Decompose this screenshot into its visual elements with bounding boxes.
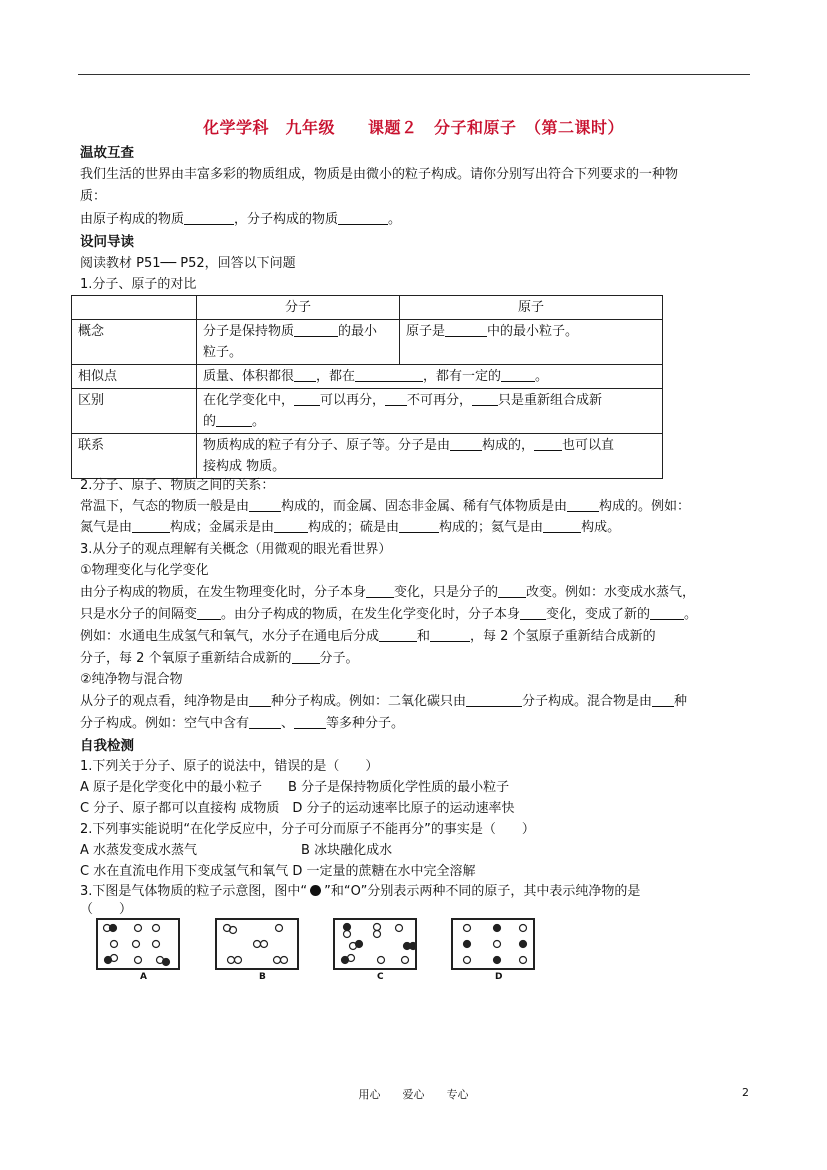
row-label-difference: 区别 xyxy=(72,389,197,434)
question-3: 3.下图是气体物质的粒子示意图，图中“ ”和“O”分别表示两种不同的原子，其中表示纯净物的是 xyxy=(80,884,641,899)
relation-line-1: 常温下，气态的物质一般是由 构成的，而金属、固态非金属、稀有气体物质是由 构成的。例如： xyxy=(80,499,691,514)
comparison-title: 1.分子、原子的对比 xyxy=(80,277,197,292)
answer-blank[interactable] xyxy=(294,322,338,337)
filled-atom-icon xyxy=(310,885,321,896)
concept-title: 3.从分子的观点理解有关概念（用微观的眼光看世界） xyxy=(80,542,392,557)
answer-blank[interactable] xyxy=(498,583,526,598)
figure-label-c: C xyxy=(377,972,384,982)
particle-diagram-d xyxy=(451,918,535,970)
answer-blank[interactable] xyxy=(501,367,535,382)
answer-blank[interactable] xyxy=(294,714,326,729)
answer-blank[interactable] xyxy=(355,367,423,382)
question-1-options-cd: C 分子、原子都可以直接构 成物质 D 分子的运动速率比原子的运动速率快 xyxy=(80,801,515,816)
footer-motto: 用心 爱心 专心 xyxy=(358,1088,469,1101)
purity-line-2: 分子构成。例如：空气中含有 、 等多种分子。 xyxy=(80,716,405,731)
answer-blank[interactable] xyxy=(338,210,388,225)
similarity-text: 质量、体积都很 ，都在 ，都有一定的 。 xyxy=(197,365,663,389)
question-1: 1.下列关于分子、原子的说法中，错误的是（ ） xyxy=(80,759,379,774)
row-label-similarity: 相似点 xyxy=(72,365,197,389)
change-line-2: 只是水分子的间隔变 。由分子构成的物质，在发生化学变化时，分子本身 变化，变成了新的 。 xyxy=(80,607,698,622)
answer-blank[interactable] xyxy=(132,518,170,533)
question-2-options-ab: A 水蒸发变成水蒸气 B 冰块融化成水 xyxy=(80,843,393,858)
row-label-relation: 联系 xyxy=(72,434,197,479)
change-line-4: 分子，每 2 个氧原子重新结合成新的 分子。 xyxy=(80,651,359,666)
answer-blank[interactable] xyxy=(472,391,498,406)
answer-blank[interactable] xyxy=(249,497,281,512)
answer-blank[interactable] xyxy=(567,497,599,512)
subheading-purity: ②纯净物与混合物 xyxy=(80,672,183,687)
question-3-answer-paren: （ ） xyxy=(80,902,133,917)
answer-blank[interactable] xyxy=(650,605,684,620)
particle-diagram-a-art xyxy=(98,920,178,968)
particle-diagram-c xyxy=(333,918,417,970)
answer-blank[interactable] xyxy=(294,391,320,406)
relation-title: 2.分子、原子、物质之间的关系： xyxy=(80,478,275,493)
relation-text: 物质构成的粒子有分子、原子等。分子是由 构成的， 也可以直 接构成 物质。 xyxy=(197,434,663,479)
review-text-2: 质： xyxy=(80,189,107,204)
figure-label-a: A xyxy=(140,972,147,982)
row-label-concept: 概念 xyxy=(72,320,197,365)
question-2-options-cd: C 水在直流电作用下变成氢气和氧气 D 一定量的蔗糖在水中完全溶解 xyxy=(80,864,476,879)
review-question: 由原子构成的物质 ，分子构成的物质 。 xyxy=(80,212,402,227)
page-title: 化学学科 九年级 课题２ 分子和原子 （第二课时） xyxy=(202,118,624,137)
answer-blank[interactable] xyxy=(652,692,674,707)
answer-blank[interactable] xyxy=(216,412,252,427)
table-header-molecule: 分子 xyxy=(197,296,400,320)
answer-blank[interactable] xyxy=(520,605,546,620)
section-heading-review: 温故互查 xyxy=(80,145,134,161)
answer-blank[interactable] xyxy=(430,627,470,642)
answer-blank[interactable] xyxy=(249,692,271,707)
particle-diagram-d-art xyxy=(453,920,533,968)
answer-blank[interactable] xyxy=(385,391,407,406)
particle-diagram-a xyxy=(96,918,180,970)
answer-blank[interactable] xyxy=(445,322,487,337)
question-2: 2.下列事实能说明“在化学反应中，分子可分而原子不能再分”的事实是（ ） xyxy=(80,822,535,837)
answer-blank[interactable] xyxy=(543,518,581,533)
atom-concept: 原子是 中的最小粒子。 xyxy=(400,320,663,365)
answer-blank[interactable] xyxy=(534,436,562,451)
section-heading-guide: 设问导读 xyxy=(80,234,134,250)
answer-blank[interactable] xyxy=(294,367,316,382)
relation-line-2: 氮气是由 构成；金属汞是由 构成的；硫是由 构成的；氦气是由 构成。 xyxy=(80,520,621,535)
table-header-atom: 原子 xyxy=(400,296,663,320)
particle-diagram-b xyxy=(215,918,299,970)
review-text-1: 我们生活的世界由丰富多彩的物质组成，物质是由微小的粒子构成。请你分别写出符合下列要求的一种物 xyxy=(80,167,679,182)
molecule-concept: 分子是保持物质 的最小 粒子。 xyxy=(197,320,400,365)
guide-intro: 阅读教材 P51── P52，回答以下问题 xyxy=(80,256,296,271)
answer-blank[interactable] xyxy=(366,583,394,598)
particle-diagram-c-art xyxy=(335,920,415,968)
answer-blank[interactable] xyxy=(184,210,234,225)
figure-label-b: B xyxy=(259,972,266,982)
answer-blank[interactable] xyxy=(197,605,221,620)
comparison-table xyxy=(71,295,663,479)
particle-diagram-b-art xyxy=(217,920,297,968)
change-line-3: 例如：水通电生成氢气和氧气，水分子在通电后分成 和 ，每 2 个氢原子重新结合成新的 xyxy=(80,629,656,644)
purity-line-1: 从分子的观点看，纯净物是由 种分子构成。例如：二氧化碳只由 分子构成。混合物是由 种 xyxy=(80,694,688,709)
answer-blank[interactable] xyxy=(274,518,308,533)
answer-blank[interactable] xyxy=(466,692,522,707)
subheading-change: ①物理变化与化学变化 xyxy=(80,563,209,578)
question-1-options-ab: A 原子是化学变化中的最小粒子 B 分子是保持物质化学性质的最小粒子 xyxy=(80,780,510,795)
answer-blank[interactable] xyxy=(450,436,482,451)
difference-text: 在化学变化中， 可以再分， 不可再分， 只是重新组合成新 的 。 xyxy=(197,389,663,434)
figure-label-d: D xyxy=(495,972,503,982)
page-number: 2 xyxy=(742,1086,749,1099)
answer-blank[interactable] xyxy=(249,714,281,729)
header-rule xyxy=(78,74,750,75)
change-line-1: 由分子构成的物质，在发生物理变化时，分子本身 变化，只是分子的 改变。例如：水变成水蒸气， xyxy=(80,585,696,600)
answer-blank[interactable] xyxy=(379,627,417,642)
answer-blank[interactable] xyxy=(399,518,439,533)
answer-blank[interactable] xyxy=(292,649,320,664)
section-heading-selftest: 自我检测 xyxy=(80,738,134,754)
